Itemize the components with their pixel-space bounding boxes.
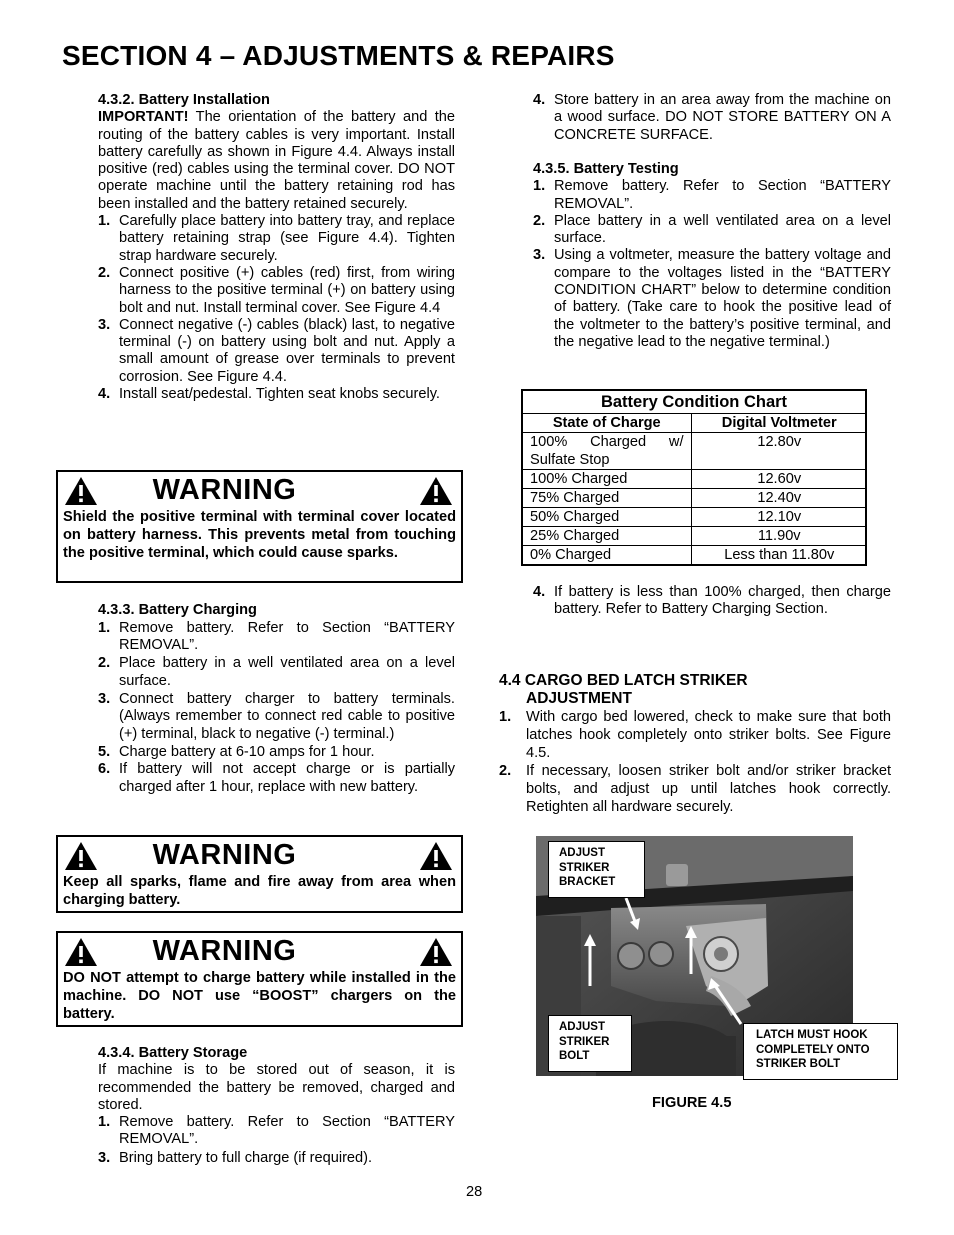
table-row (523, 546, 867, 565)
list-item: 1. Remove battery. Refer to Section “BATTERY REMOVAL”. (533, 178, 891, 212)
callout-adjust-striker-bracket: ADJUST STRIKER BRACKET (548, 841, 645, 898)
important-paragraph (98, 109, 455, 213)
important-text: The orientation of the battery and the routing of the battery cables is very important. Install battery carefully as shown in Figure 4.4. Always install positive (red) cables using the terminal cover. DO NOT operate machine until the battery retaining rod has been installed and the battery retained securely. (98, 109, 455, 212)
list-item: 2. Place battery in a well ventilated area on a level surface. (533, 212, 891, 247)
battery-testing-heading: 4.3.5. Battery Testing (533, 161, 679, 177)
battery-storage-section (98, 1045, 455, 1167)
battery-charging-heading: 4.3.3. Battery Charging (98, 602, 257, 618)
page-number: 28 (466, 1184, 483, 1200)
warning-text: DO NOT attempt to charge battery while installed in the machine. DO NOT use “BOOST” chargers on the battery. (63, 970, 456, 1022)
table-row (523, 489, 867, 508)
list-item: 1. Remove battery. Refer to Section “BATTERY REMOVAL”. (98, 1114, 455, 1148)
installation-steps (98, 213, 455, 403)
warning-box-sparks (56, 835, 463, 913)
table-cell: 100% Charged w/ Sulfate Stop (523, 433, 691, 470)
battery-installation-section (98, 92, 455, 403)
warning-triangle-icon (419, 937, 453, 967)
storage-steps (98, 1114, 455, 1167)
warning-title: WARNING (152, 839, 297, 871)
warning-box-terminal-cover (56, 470, 463, 583)
callout-adjust-striker-bolt: ADJUST STRIKER BOLT (548, 1015, 632, 1072)
cargo-bed-section (499, 672, 891, 816)
warning-triangle-icon (419, 476, 453, 506)
battery-condition-chart (521, 389, 867, 566)
table-cell: 12.80v (691, 433, 867, 470)
list-item: 4. If battery is less than 100% charged, then charge battery. Refer to Battery Charging Section. (533, 584, 891, 618)
table-row (523, 527, 867, 546)
table-cell: 11.90v (691, 527, 867, 546)
charging-steps (98, 620, 455, 797)
figure-caption: FIGURE 4.5 (652, 1095, 732, 1111)
list-item: 5. Charge battery at 6-10 amps for 1 hour. (98, 743, 375, 760)
column-header: Digital Voltmeter (691, 414, 867, 433)
testing-step-4 (533, 584, 891, 619)
battery-charging-section (98, 602, 455, 797)
table-cell: 75% Charged (523, 489, 691, 508)
warning-text: Shield the positive terminal with terminal cover located on battery harness. This prevents metal from touching the positive terminal, which could cause sparks. (63, 509, 456, 561)
cargo-heading-line1: 4.4 CARGO BED LATCH STRIKER (499, 672, 748, 689)
callout-latch-must-hook: LATCH MUST HOOK COMPLETELY ONTO STRIKER BOLT (743, 1023, 898, 1080)
page-title: SECTION 4 – ADJUSTMENTS & REPAIRS (62, 40, 615, 71)
list-item: 4. Store battery in an area away from the machine on a wood surface. DO NOT STORE BATTERY ON A CONCRETE SURFACE. (533, 92, 891, 143)
warning-title: WARNING (152, 935, 297, 967)
table-cell: 0% Charged (523, 546, 691, 565)
battery-condition-table (523, 414, 867, 564)
list-item: 6. If battery will not accept charge or is partially charged after 1 hour, replace with new battery. (98, 761, 455, 796)
list-item: 4. Install seat/pedestal. Tighten seat knobs securely. (98, 386, 440, 403)
list-item: 1. Remove battery. Refer to Section “BATTERY REMOVAL”. (98, 619, 455, 654)
list-item: 3. Bring battery to full charge (if required). (98, 1149, 373, 1166)
list-item: 2. Connect positive (+) cables (red) first, from wiring harness to the positive terminal (+) on battery using bolt and nut. Install terminal cover. See Figure 4.4 (98, 264, 455, 316)
list-item: 1. With cargo bed lowered, check to make sure that both latches hook completely onto striker bolts. See Figure 4.5. (499, 709, 891, 761)
column-header: State of Charge (523, 414, 691, 433)
list-item: 2. Place battery in a well ventilated area on a level surface. (98, 655, 455, 689)
battery-storage-heading: 4.3.4. Battery Storage (98, 1045, 248, 1061)
warning-text: Keep all sparks, flame and fire away from area when charging battery. (63, 874, 456, 908)
warning-triangle-icon (419, 841, 453, 871)
table-cell: 25% Charged (523, 527, 691, 546)
battery-installation-heading: 4.3.2. Battery Installation (98, 92, 270, 108)
table-row (523, 508, 867, 527)
battery-testing-section (533, 161, 891, 351)
table-cell: 12.40v (691, 489, 867, 508)
warning-box-boost-chargers (56, 931, 463, 1027)
chart-title: Battery Condition Chart (523, 391, 865, 414)
table-cell: 50% Charged (523, 508, 691, 527)
testing-steps (533, 178, 891, 351)
cargo-steps (499, 708, 891, 816)
storage-intro: If machine is to be stored out of season, it is recommended the battery be removed, charged and stored. (98, 1062, 455, 1113)
warning-title: WARNING (152, 474, 297, 506)
table-cell: 12.60v (691, 470, 867, 489)
list-item: 3. Connect negative (-) cables (black) last, to negative terminal (-) on battery using bolt and nut. Apply a small amount of grease over terminals to prevent corrosion. See Figure 4.4. (98, 316, 455, 385)
storage-step-4 (533, 92, 891, 144)
table-cell: Less than 11.80v (691, 546, 867, 565)
table-row (523, 433, 867, 470)
table-header-row (523, 414, 867, 433)
list-item: 1. Carefully place battery into battery tray, and replace battery retaining strap (see Figure 4.4). Tighten strap hardware securely. (98, 213, 455, 264)
list-item: 2. If necessary, loosen striker bolt and/or striker bracket bolts, and adjust up until latches hook correctly. Retighten all hardware securely. (499, 763, 891, 815)
table-row (523, 470, 867, 489)
cargo-heading-line2: ADJUSTMENT (526, 690, 632, 707)
list-item: 3. Using a voltmeter, measure the battery voltage and compare to the voltages listed in the “BATTERY CONDITION CHART” below to determine condition of battery. (Take care to hook the positive lead of the voltmeter to the battery’s positive terminal, and the negative lead to the negative terminal.) (533, 247, 891, 350)
list-item: 3. Connect battery charger to battery terminals. (Always remember to connect red cable to positive (+) terminal, black to negative (-) terminal.) (98, 690, 455, 742)
table-cell: 12.10v (691, 508, 867, 527)
table-cell: 100% Charged (523, 470, 691, 489)
important-label: IMPORTANT! (98, 109, 189, 126)
